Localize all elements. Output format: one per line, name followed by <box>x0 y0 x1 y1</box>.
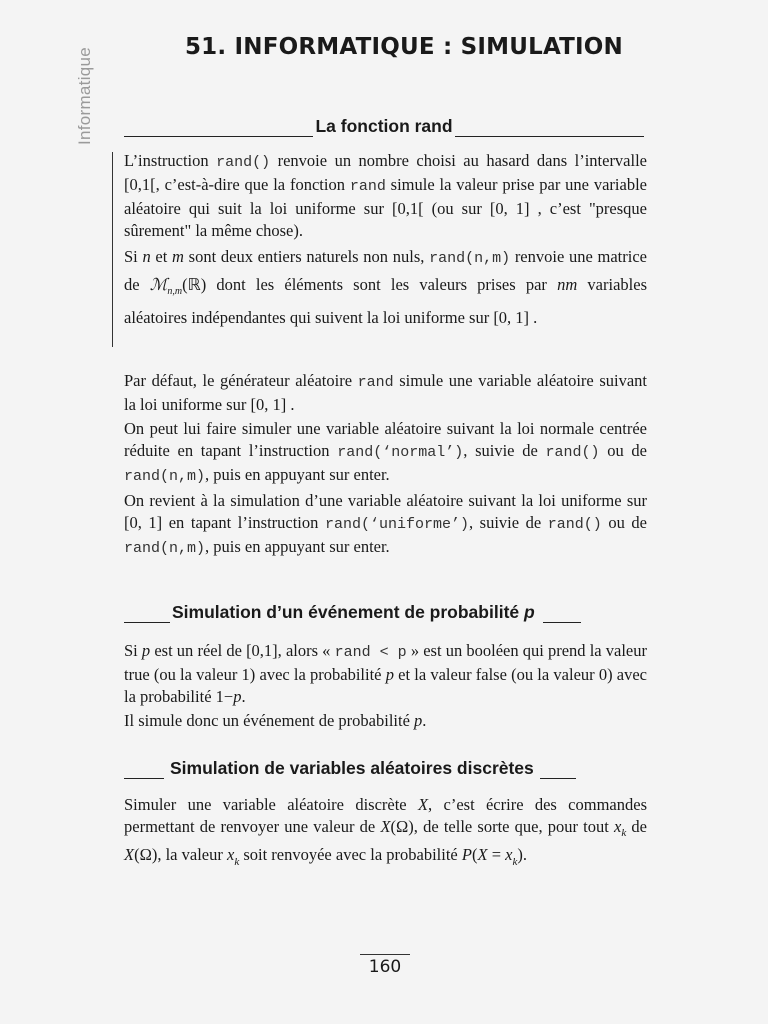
margin-bar <box>112 152 113 347</box>
section-heading-discrete: Simulation de variables aléatoires discrètes <box>124 758 644 779</box>
page-number: 160 <box>368 957 402 977</box>
paragraph: L’instruction rand() renvoie un nombre choisi au hasard dans l’intervalle [0,1[, c’est-à-dire que la fonction rand simule la valeur prise par une variable aléatoire qui suit la loi uniforme sur [0,1[ (ou sur [0, 1] , c’est "presque sûrement" la même chose). <box>124 151 647 240</box>
section-heading-rand: La fonction rand <box>124 116 644 137</box>
section-discrete-body <box>124 794 647 875</box>
section-event-body <box>124 640 647 734</box>
section-heading-event: Simulation d’un événement de probabilité p <box>124 602 644 623</box>
paragraph: On peut lui faire simuler une variable aléatoire suivant la loi normale centrée réduite en tapant l’instruction rand(‘normal’), suivie de rand() ou de rand(n,m), puis en appuyant sur enter. <box>124 419 647 485</box>
paragraph: Par défaut, le générateur aléatoire rand simule une variable aléatoire suivant la loi uniforme sur [0, 1] . <box>124 371 647 414</box>
paragraph: Simuler une variable aléatoire discrète X, c’est écrire des commandes permettant de renvoyer une valeur de X(Ω), de telle sorte que, pour tout $x_k$ de X(Ω), la valeur $x_k$ soit renvoyée avec la probabilité $P(X = x_k)$. <box>124 795 647 868</box>
page-title: 51. INFORMATIQUE : SIMULATION <box>184 34 624 60</box>
paragraph: Si n et m sont deux entiers naturels non nuls, rand(n,m) renvoie une matrice de ℳ$_{n,m}$(ℝ) dont les éléments sont les valeurs prises par nm variables aléatoires indépendantes qui suivent la loi uniforme sur [0, 1] . <box>124 247 647 328</box>
section-rand-body-2 <box>124 370 647 562</box>
paragraph: Si p est un réel de [0,1], alors « rand < p » est un booléen qui prend la valeur true (ou la valeur 1) avec la probabilité p et la valeur false (ou la valeur 0) avec la probabilité 1−p. <box>124 641 647 706</box>
paragraph: On revient à la simulation d’une variable aléatoire suivant la loi uniforme sur [0, 1] en tapant l’instruction rand(‘uniforme’), suivie de rand() ou de rand(n,m), puis en appuyant sur enter. <box>124 491 647 557</box>
paragraph: Il simule donc un événement de probabilité p. <box>124 711 427 730</box>
section-rand-body <box>124 150 647 333</box>
section-side-tab: Informatique <box>75 46 94 146</box>
page-number-rule <box>360 954 410 955</box>
